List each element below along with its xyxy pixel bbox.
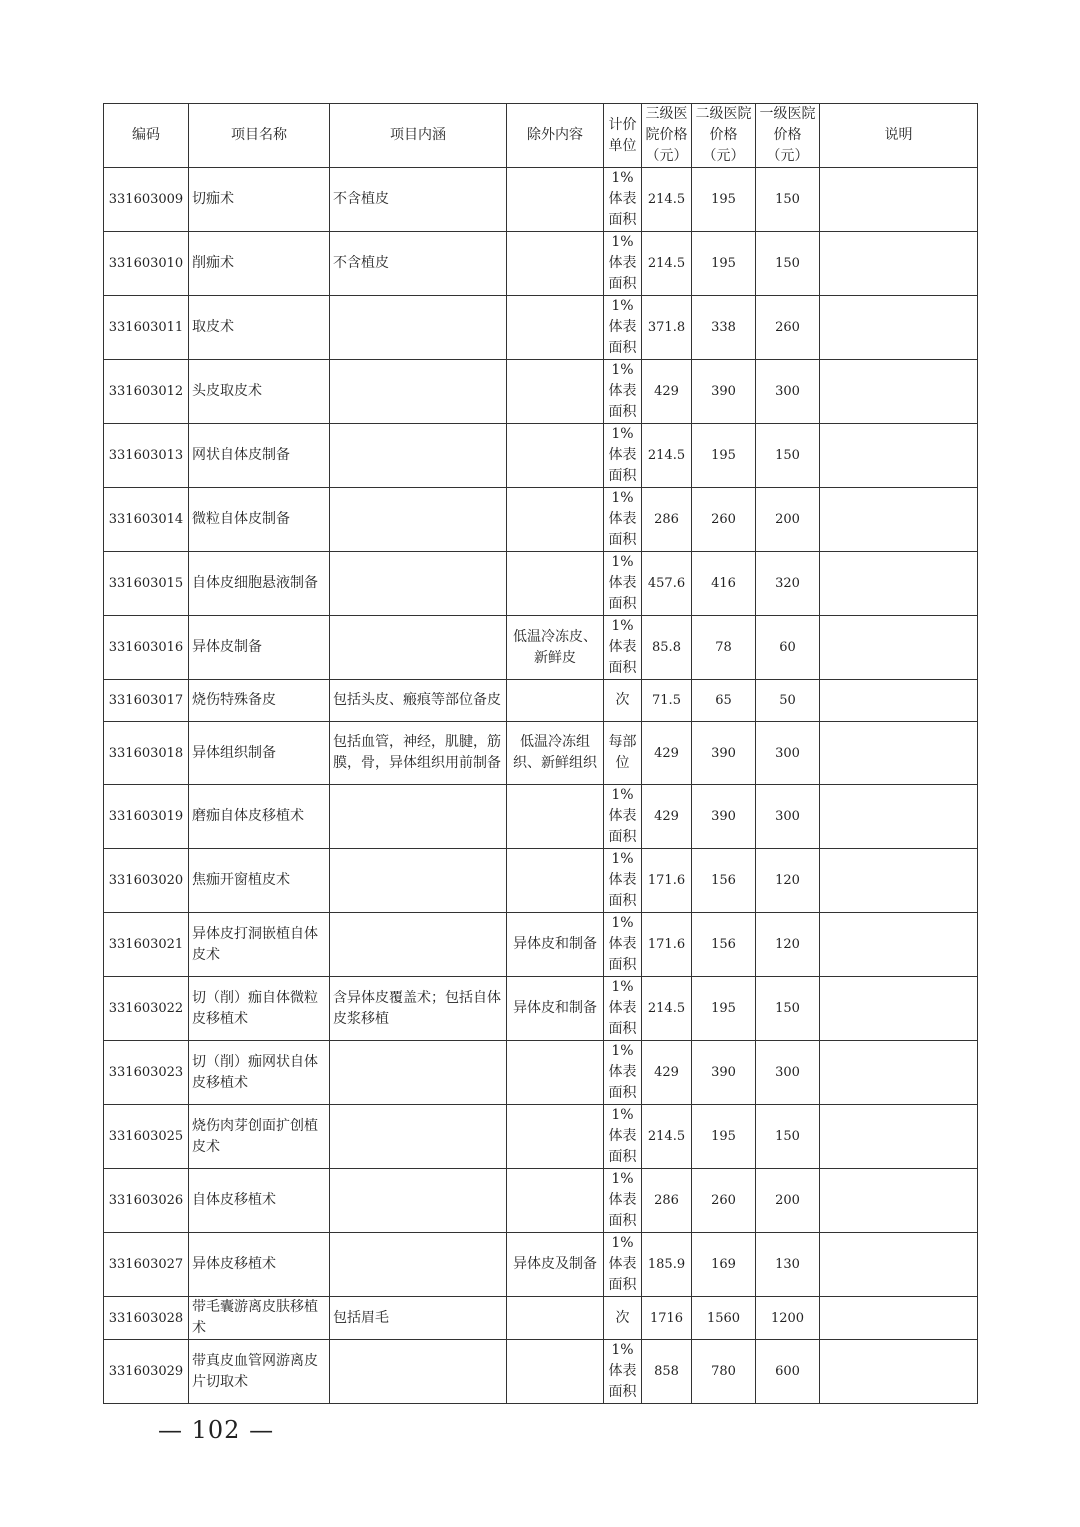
cell-price-tier3: 71.5: [642, 680, 692, 722]
cell-price-tier2: 195: [692, 232, 756, 296]
cell-price-tier3: 214.5: [642, 168, 692, 232]
cell-price-tier3: 858: [642, 1340, 692, 1404]
header-price-tier2: 二级医院价格（元）: [692, 104, 756, 168]
cell-exclude: 低温冷冻皮、新鲜皮: [507, 616, 604, 680]
table-row: [104, 1233, 978, 1297]
cell-exclude: 异体皮及制备: [507, 1233, 604, 1297]
cell-unit: 1%体表面积: [604, 1105, 642, 1169]
cell-price-tier2: 156: [692, 913, 756, 977]
cell-code: 331603028: [104, 1297, 189, 1340]
cell-name: 异体组织制备: [189, 722, 330, 785]
cell-content: [330, 785, 507, 849]
cell-name: 异体皮打洞嵌植自体皮术: [189, 913, 330, 977]
cell-note: [820, 680, 978, 722]
cell-price-tier1: 300: [756, 785, 820, 849]
cell-name: 异体皮制备: [189, 616, 330, 680]
cell-name: 切痂术: [189, 168, 330, 232]
cell-price-tier3: 214.5: [642, 424, 692, 488]
cell-unit: 1%体表面积: [604, 1041, 642, 1105]
cell-exclude: [507, 1340, 604, 1404]
cell-exclude: [507, 1297, 604, 1340]
cell-name: 头皮取皮术: [189, 360, 330, 424]
cell-code: 331603017: [104, 680, 189, 722]
cell-price-tier2: 169: [692, 1233, 756, 1297]
cell-content: 不含植皮: [330, 168, 507, 232]
cell-note: [820, 913, 978, 977]
cell-price-tier2: 156: [692, 849, 756, 913]
page-number: — 102 —: [158, 1416, 275, 1444]
cell-price-tier1: 150: [756, 977, 820, 1041]
cell-exclude: [507, 1169, 604, 1233]
cell-unit: 次: [604, 1297, 642, 1340]
cell-exclude: 异体皮和制备: [507, 913, 604, 977]
table-row: [104, 849, 978, 913]
cell-unit: 1%体表面积: [604, 785, 642, 849]
cell-unit: 1%体表面积: [604, 488, 642, 552]
cell-unit: 1%体表面积: [604, 168, 642, 232]
cell-name: 切（削）痂自体微粒皮移植术: [189, 977, 330, 1041]
table-row: [104, 680, 978, 722]
cell-price-tier3: 185.9: [642, 1233, 692, 1297]
cell-price-tier3: 286: [642, 488, 692, 552]
cell-unit: 1%体表面积: [604, 1233, 642, 1297]
cell-code: 331603021: [104, 913, 189, 977]
cell-name: 取皮术: [189, 296, 330, 360]
cell-unit: 1%体表面积: [604, 913, 642, 977]
cell-exclude: [507, 849, 604, 913]
table-row: [104, 552, 978, 616]
cell-price-tier3: 214.5: [642, 977, 692, 1041]
cell-exclude: 异体皮和制备: [507, 977, 604, 1041]
cell-exclude: [507, 785, 604, 849]
cell-note: [820, 424, 978, 488]
table-row: [104, 1105, 978, 1169]
cell-unit: 每部位: [604, 722, 642, 785]
cell-content: [330, 1233, 507, 1297]
cell-note: [820, 785, 978, 849]
cell-name: 烧伤特殊备皮: [189, 680, 330, 722]
cell-code: 331603010: [104, 232, 189, 296]
cell-exclude: [507, 488, 604, 552]
cell-note: [820, 1105, 978, 1169]
cell-price-tier2: 390: [692, 785, 756, 849]
cell-price-tier2: 195: [692, 424, 756, 488]
table-row: [104, 232, 978, 296]
cell-code: 331603027: [104, 1233, 189, 1297]
cell-note: [820, 168, 978, 232]
cell-code: 331603014: [104, 488, 189, 552]
table-row: [104, 1041, 978, 1105]
cell-exclude: [507, 424, 604, 488]
cell-code: 331603025: [104, 1105, 189, 1169]
cell-content: [330, 424, 507, 488]
cell-name: 异体皮移植术: [189, 1233, 330, 1297]
cell-price-tier3: 429: [642, 360, 692, 424]
cell-note: [820, 232, 978, 296]
cell-name: 烧伤肉芽创面扩创植皮术: [189, 1105, 330, 1169]
cell-note: [820, 360, 978, 424]
cell-exclude: [507, 1041, 604, 1105]
table-body: [104, 168, 978, 1404]
cell-price-tier2: 195: [692, 977, 756, 1041]
cell-exclude: [507, 296, 604, 360]
header-exclude: 除外内容: [507, 104, 604, 168]
header-price-tier1: 一级医院价格（元）: [756, 104, 820, 168]
header-note: 说明: [820, 104, 978, 168]
cell-note: [820, 1233, 978, 1297]
cell-name: 自体皮细胞悬液制备: [189, 552, 330, 616]
table-row: [104, 616, 978, 680]
cell-code: 331603019: [104, 785, 189, 849]
cell-exclude: 低温冷冻组织、新鲜组织: [507, 722, 604, 785]
cell-note: [820, 722, 978, 785]
cell-content: [330, 1105, 507, 1169]
cell-price-tier2: 390: [692, 722, 756, 785]
cell-price-tier2: 195: [692, 168, 756, 232]
cell-content: [330, 488, 507, 552]
cell-unit: 1%体表面积: [604, 1169, 642, 1233]
cell-code: 331603009: [104, 168, 189, 232]
cell-code: 331603013: [104, 424, 189, 488]
cell-price-tier1: 150: [756, 424, 820, 488]
cell-price-tier1: 260: [756, 296, 820, 360]
cell-name: 磨痂自体皮移植术: [189, 785, 330, 849]
table-row: [104, 977, 978, 1041]
cell-content: [330, 849, 507, 913]
cell-content: 包括眉毛: [330, 1297, 507, 1340]
cell-price-tier1: 320: [756, 552, 820, 616]
cell-unit: 1%体表面积: [604, 232, 642, 296]
cell-price-tier3: 214.5: [642, 1105, 692, 1169]
cell-note: [820, 849, 978, 913]
cell-price-tier1: 300: [756, 722, 820, 785]
cell-content: [330, 1340, 507, 1404]
cell-name: 切（削）痂网状自体皮移植术: [189, 1041, 330, 1105]
cell-code: 331603029: [104, 1340, 189, 1404]
cell-note: [820, 1340, 978, 1404]
cell-content: [330, 1169, 507, 1233]
cell-note: [820, 977, 978, 1041]
cell-price-tier1: 1200: [756, 1297, 820, 1340]
cell-price-tier3: 1716: [642, 1297, 692, 1340]
table-row: [104, 296, 978, 360]
cell-content: [330, 913, 507, 977]
cell-price-tier3: 429: [642, 785, 692, 849]
cell-price-tier1: 150: [756, 232, 820, 296]
cell-content: 不含植皮: [330, 232, 507, 296]
cell-price-tier2: 338: [692, 296, 756, 360]
cell-content: [330, 616, 507, 680]
table-row: [104, 424, 978, 488]
cell-price-tier1: 130: [756, 1233, 820, 1297]
cell-price-tier1: 150: [756, 1105, 820, 1169]
header-unit: 计价单位: [604, 104, 642, 168]
table-row: [104, 168, 978, 232]
cell-code: 331603016: [104, 616, 189, 680]
cell-price-tier2: 390: [692, 1041, 756, 1105]
cell-name: 网状自体皮制备: [189, 424, 330, 488]
cell-code: 331603022: [104, 977, 189, 1041]
cell-exclude: [507, 680, 604, 722]
cell-note: [820, 616, 978, 680]
table-row: [104, 360, 978, 424]
cell-content: [330, 552, 507, 616]
cell-code: 331603018: [104, 722, 189, 785]
cell-price-tier2: 78: [692, 616, 756, 680]
cell-exclude: [507, 360, 604, 424]
cell-exclude: [507, 232, 604, 296]
cell-price-tier3: 457.6: [642, 552, 692, 616]
cell-exclude: [507, 552, 604, 616]
cell-price-tier2: 195: [692, 1105, 756, 1169]
header-price-tier3: 三级医院价格（元）: [642, 104, 692, 168]
cell-price-tier1: 200: [756, 1169, 820, 1233]
cell-exclude: [507, 168, 604, 232]
cell-price-tier1: 300: [756, 360, 820, 424]
cell-unit: 1%体表面积: [604, 360, 642, 424]
cell-price-tier1: 600: [756, 1340, 820, 1404]
table-row: [104, 1169, 978, 1233]
cell-price-tier2: 65: [692, 680, 756, 722]
cell-code: 331603011: [104, 296, 189, 360]
cell-unit: 1%体表面积: [604, 296, 642, 360]
cell-price-tier3: 429: [642, 722, 692, 785]
cell-note: [820, 552, 978, 616]
cell-unit: 1%体表面积: [604, 849, 642, 913]
cell-price-tier1: 50: [756, 680, 820, 722]
cell-name: 削痂术: [189, 232, 330, 296]
cell-price-tier2: 1560: [692, 1297, 756, 1340]
header-code: 编码: [104, 104, 189, 168]
cell-note: [820, 488, 978, 552]
cell-note: [820, 1297, 978, 1340]
table-row: [104, 1340, 978, 1404]
cell-note: [820, 296, 978, 360]
cell-price-tier1: 300: [756, 1041, 820, 1105]
cell-unit: 1%体表面积: [604, 616, 642, 680]
cell-unit: 1%体表面积: [604, 424, 642, 488]
cell-unit: 次: [604, 680, 642, 722]
cell-unit: 1%体表面积: [604, 1340, 642, 1404]
cell-content: 包括血管，神经，肌腱，筋膜，骨，异体组织用前制备: [330, 722, 507, 785]
cell-price-tier2: 416: [692, 552, 756, 616]
header-content: 项目内涵: [330, 104, 507, 168]
cell-price-tier1: 150: [756, 168, 820, 232]
cell-content: 包括头皮、瘢痕等部位备皮: [330, 680, 507, 722]
cell-exclude: [507, 1105, 604, 1169]
cell-name: 微粒自体皮制备: [189, 488, 330, 552]
header-name: 项目名称: [189, 104, 330, 168]
cell-code: 331603012: [104, 360, 189, 424]
cell-note: [820, 1169, 978, 1233]
table-row: [104, 488, 978, 552]
cell-price-tier3: 171.6: [642, 849, 692, 913]
cell-name: 带真皮血管网游离皮片切取术: [189, 1340, 330, 1404]
cell-content: [330, 1041, 507, 1105]
cell-code: 331603026: [104, 1169, 189, 1233]
cell-unit: 1%体表面积: [604, 977, 642, 1041]
cell-price-tier3: 171.6: [642, 913, 692, 977]
cell-price-tier3: 429: [642, 1041, 692, 1105]
cell-price-tier2: 780: [692, 1340, 756, 1404]
cell-price-tier1: 120: [756, 849, 820, 913]
cell-name: 带毛囊游离皮肤移植术: [189, 1297, 330, 1340]
cell-name: 自体皮移植术: [189, 1169, 330, 1233]
cell-content: [330, 360, 507, 424]
table-row: [104, 785, 978, 849]
cell-price-tier3: 214.5: [642, 232, 692, 296]
table-row: [104, 1297, 978, 1340]
cell-code: 331603020: [104, 849, 189, 913]
cell-price-tier1: 60: [756, 616, 820, 680]
table-row: [104, 913, 978, 977]
cell-price-tier1: 120: [756, 913, 820, 977]
cell-code: 331603015: [104, 552, 189, 616]
cell-price-tier2: 390: [692, 360, 756, 424]
cell-content: [330, 296, 507, 360]
cell-price-tier1: 200: [756, 488, 820, 552]
cell-price-tier3: 371.8: [642, 296, 692, 360]
cell-price-tier2: 260: [692, 1169, 756, 1233]
cell-name: 焦痂开窗植皮术: [189, 849, 330, 913]
header-row: [104, 104, 978, 168]
cell-price-tier2: 260: [692, 488, 756, 552]
cell-price-tier3: 286: [642, 1169, 692, 1233]
cell-content: 含异体皮覆盖术；包括自体皮浆移植: [330, 977, 507, 1041]
table-row: [104, 722, 978, 785]
cell-note: [820, 1041, 978, 1105]
price-table: [103, 103, 978, 1404]
cell-price-tier3: 85.8: [642, 616, 692, 680]
cell-unit: 1%体表面积: [604, 552, 642, 616]
cell-code: 331603023: [104, 1041, 189, 1105]
